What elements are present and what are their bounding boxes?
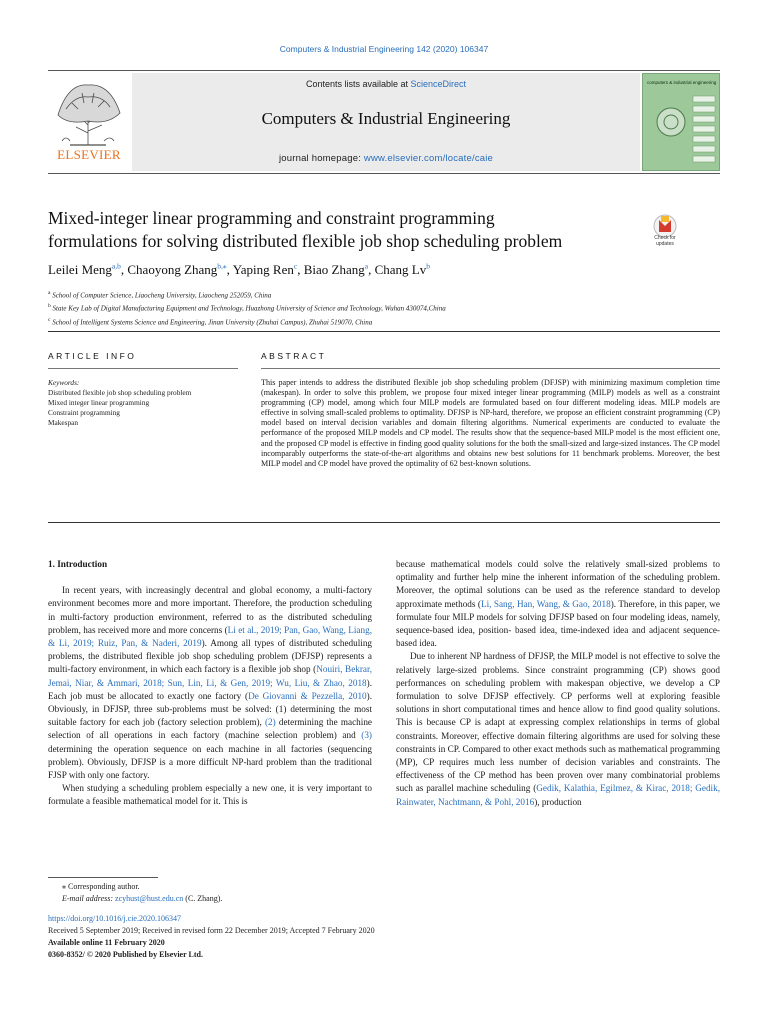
abstract-rule — [261, 368, 720, 369]
cover-graphic-icon — [643, 74, 721, 172]
doi-link[interactable]: https://doi.org/10.1016/j.cie.2020.106347 — [48, 914, 181, 923]
body-column-left — [48, 558, 372, 809]
paragraph: When studying a scheduling problem especially a new one, it is very important to formulate a feasible mathematical model for it. This is — [48, 783, 372, 807]
cross-reference-link[interactable]: (3) — [361, 730, 372, 741]
author-name[interactable]: Chang Lv — [374, 262, 427, 277]
email-note: E-mail address: zcyhust@hust.edu.cn (C. Zhang). — [62, 894, 223, 903]
author-affiliation-marker[interactable]: c — [293, 261, 298, 271]
article-title-line-2: formulations for solving distributed flexible job shop scheduling problem — [48, 231, 563, 251]
masthead-banner — [132, 73, 640, 171]
author-separator: , — [120, 262, 128, 277]
citation-link[interactable]: Nouiri, Bekrar, Jemai, Niar, & Ammari, 2018; Sun, Lin, Li, & Gen, 2019; Wu, Liu, & Zhao, 2018 — [48, 664, 372, 688]
divider-top — [48, 331, 720, 332]
author-name[interactable]: Chaoyong Zhang — [127, 262, 218, 277]
affiliation-marker: b — [48, 303, 51, 310]
contents-available-line — [132, 79, 640, 89]
journal-masthead — [48, 70, 720, 174]
citation-link[interactable]: De Giovanni & Pezzella, 2010 — [248, 690, 367, 701]
keywords-list — [48, 388, 228, 428]
cover-title: computers & industrial engineering — [647, 80, 717, 85]
body-column-right — [396, 558, 720, 809]
paragraph: because mathematical models could solve the relatively small-sized problems to optimality and further help mine the inherent information of the scheduling problem. Moreover, the optimal solutions can be used as the reference standard to develop approximate methods (Li, Sang, Han, Wang, & Gao, 2018). Therefore, in this paper, we formulate four MILP models for solving DFJSP based on four modeling ideas, namely, sequence-based idea, position- based idea, time-indexed idea and adjacent sequence-based idea. — [396, 559, 720, 649]
affiliation-item — [48, 288, 720, 301]
cross-reference-link[interactable]: (2) — [265, 717, 276, 728]
author-name[interactable]: Yaping Ren — [232, 262, 294, 277]
corresponding-author-note: ⁎ Corresponding author. — [62, 882, 140, 891]
journal-title: Computers & Industrial Engineering — [261, 109, 511, 128]
email-link[interactable]: zcyhust@hust.edu.cn — [115, 894, 184, 903]
elsevier-wordmark: ELSEVIER — [57, 147, 121, 162]
keywords-label: Keywords: — [48, 378, 80, 387]
affiliation-marker: c — [48, 316, 51, 323]
copyright-line: 0360-8352/ © 2020 Published by Elsevier Ltd. — [48, 950, 203, 959]
homepage-prefix: journal homepage: — [278, 153, 364, 164]
affiliation-list — [48, 288, 720, 328]
available-online: Available online 11 February 2020 — [48, 938, 165, 947]
section-heading-introduction: 1. Introduction — [48, 559, 108, 569]
keywords-block — [48, 378, 228, 428]
author-affiliation-marker[interactable]: a,b — [111, 261, 121, 271]
affiliation-item — [48, 315, 720, 328]
affiliation-item — [48, 301, 720, 314]
journal-reference[interactable]: Computers & Industrial Engineering 142 (2020) 106347 — [279, 44, 489, 54]
author-separator: , — [226, 262, 233, 277]
keyword-item: Mixed integer linear programming — [48, 398, 150, 407]
abstract-heading: ABSTRACT — [261, 351, 327, 361]
keyword-item: Constraint programming — [48, 408, 120, 417]
citation-link[interactable]: Li et al., 2019; Pan, Gao, Wang, Liang, & Li, 2019; Ruiz, Pan, & Naderi, 2019 — [48, 624, 372, 649]
paragraph: In recent years, with increasingly decentral and global economy, a multi-factory environment becomes more and more important. Therefore, the production scheduling in multi-factory production environment, referred to as the distributed scheduling problem, has received more and more concerns (Li et al., 2019; Pan, Gao, Wang, Liang, & Li, 2019; Ruiz, Pan, & Naderi, 2019). Among all types of distributed scheduling problems, the distributed flexible job shop scheduling problem (DFJSP) represents a multi-factory environment, in which each factory is a flexible job shop (Nouiri, Bekrar, Jemai, Niar, & Ammari, 2018; Sun, Lin, Li, & Gen, 2019; Wu, Liu, & Zhao, 2018). Each job must be allocated to exactly one factory (De Giovanni & Pezzella, 2010). Obviously, in DFJSP, three sub-problems must be solved: (1) determining the most suitable factory for each job (factory selection problem), (2) determining the machine selection of all operations in each factory (machine selection problem) and (3) determining the operation sequence on each machine in all factories (sequencing problem). Obviously, DFJSP is a more difficult NP-hard problem than the traditional FJSP with only one factory. — [48, 585, 373, 781]
article-title-line-1: Mixed-integer linear programming and constraint programming — [48, 208, 495, 228]
footnotes — [48, 881, 368, 905]
author-name[interactable]: Biao Zhang — [303, 262, 365, 277]
author-affiliation-marker[interactable]: b — [426, 261, 430, 271]
footnote-rule — [48, 877, 158, 878]
journal-homepage-line — [132, 153, 640, 164]
article-info-rule — [48, 368, 238, 369]
affiliation-text: School of Computer Science, Liaocheng University, Liaocheng 252059, China — [52, 291, 272, 300]
author-list — [48, 262, 430, 278]
author-separator: , — [297, 262, 304, 277]
paragraph: Due to inherent NP hardness of DFJSP, the MILP model is not effective to solve the relatively large-sized problems. Since constraint programming (CP) shows good performances on scheduling problem with makespan objective, we develop a CP formulation to solve DFJSP effectively. CP performs well at exploring feasible solutions in short computational times and hence allow to find good quality solutions. This is because CP is adapt at expressing complex relationships in terms of global constraints. Moreover, effective domain filtering algorithms are used for solving these constraints in CP. Compared to other exact methods such as mathematical programming (MP), CP requires much less number of decision variables and constraints. The effectiveness of the CP method has been proven over many combinatorial problems such as parallel machine scheduling (Gedik, Kalathia, Egilmez, & Kirac, 2018; Gedik, Rainwater, Nachtmann, & Pohl, 2016), production — [396, 651, 720, 807]
contents-prefix: Contents lists available at — [305, 79, 411, 89]
author-affiliation-marker[interactable]: b,⁎ — [217, 261, 227, 271]
citation-link[interactable]: Li, Sang, Han, Wang, & Gao, 2018 — [480, 598, 611, 609]
author-affiliation-marker[interactable]: a — [364, 261, 369, 271]
journal-cover-thumbnail[interactable] — [642, 73, 720, 171]
author-name[interactable]: Leilei Meng — [48, 262, 112, 277]
affiliation-marker: a — [48, 290, 51, 296]
crossmark-label[interactable]: Check for updates — [654, 235, 676, 247]
citation-link[interactable]: Gedik, Kalathia, Egilmez, & Kirac, 2018; Gedik, Rainwater, Nachtmann, & Pohl, 2016 — [396, 783, 720, 807]
article-title — [48, 207, 648, 253]
article-info-heading: ARTICLE INFO — [48, 351, 137, 361]
abstract-text: This paper intends to address the distributed flexible job shop scheduling problem (DFJSP) with minimizing maximum completion time (makespan). In order to solve this problem, we propose four mixed integer linear programming (MILP) models as well as a constraint programming (CP) model, among which four MILP models are formulated based on four different modeling ideas. MILP models are effective in solving small-scaled problems to optimality. DFJSP is NP-hard, therefore, we propose an efficient constraint programming (CP) model based on interval decision variables and domain filtering algorithms. Numerical experiments are conducted to evaluate the performance of the proposed MILP models and CP model. The results show that the sequence-based MILP model is the most efficient one, and the proposed CP model is effective in finding good quality solutions for the both the small-sized and large-sized instances. The CP model incomparably outperforms the state-of-the-art algorithms and obtains new best solutions for 11 benchmark problems. Moreover, the best MILP model and CP model have proved the optimality of 62 best-known solutions. — [261, 378, 720, 468]
keyword-item: Makespan — [48, 418, 78, 427]
journal-homepage-link[interactable]: www.elsevier.com/locate/caie — [363, 153, 494, 164]
affiliation-text: State Key Lab of Digital Manufacturing Equipment and Technology, Huazhong University of Science and Technology, Wuhan 430074,China — [52, 304, 446, 313]
sciencedirect-link[interactable]: ScienceDirect — [410, 79, 467, 89]
keyword-item: Distributed flexible job shop scheduling problem — [48, 388, 192, 397]
publication-info — [48, 913, 548, 961]
received-dates: Received 5 September 2019; Received in revised form 22 December 2019; Accepted 7 February 2020 — [48, 926, 375, 935]
affiliation-text: School of Intelligent Systems Science and Engineering, Jinan University (Zhuhai Campus), Zhuhai 519070, China — [52, 317, 373, 326]
author-separator: , — [368, 262, 375, 277]
divider-bottom — [48, 522, 720, 523]
